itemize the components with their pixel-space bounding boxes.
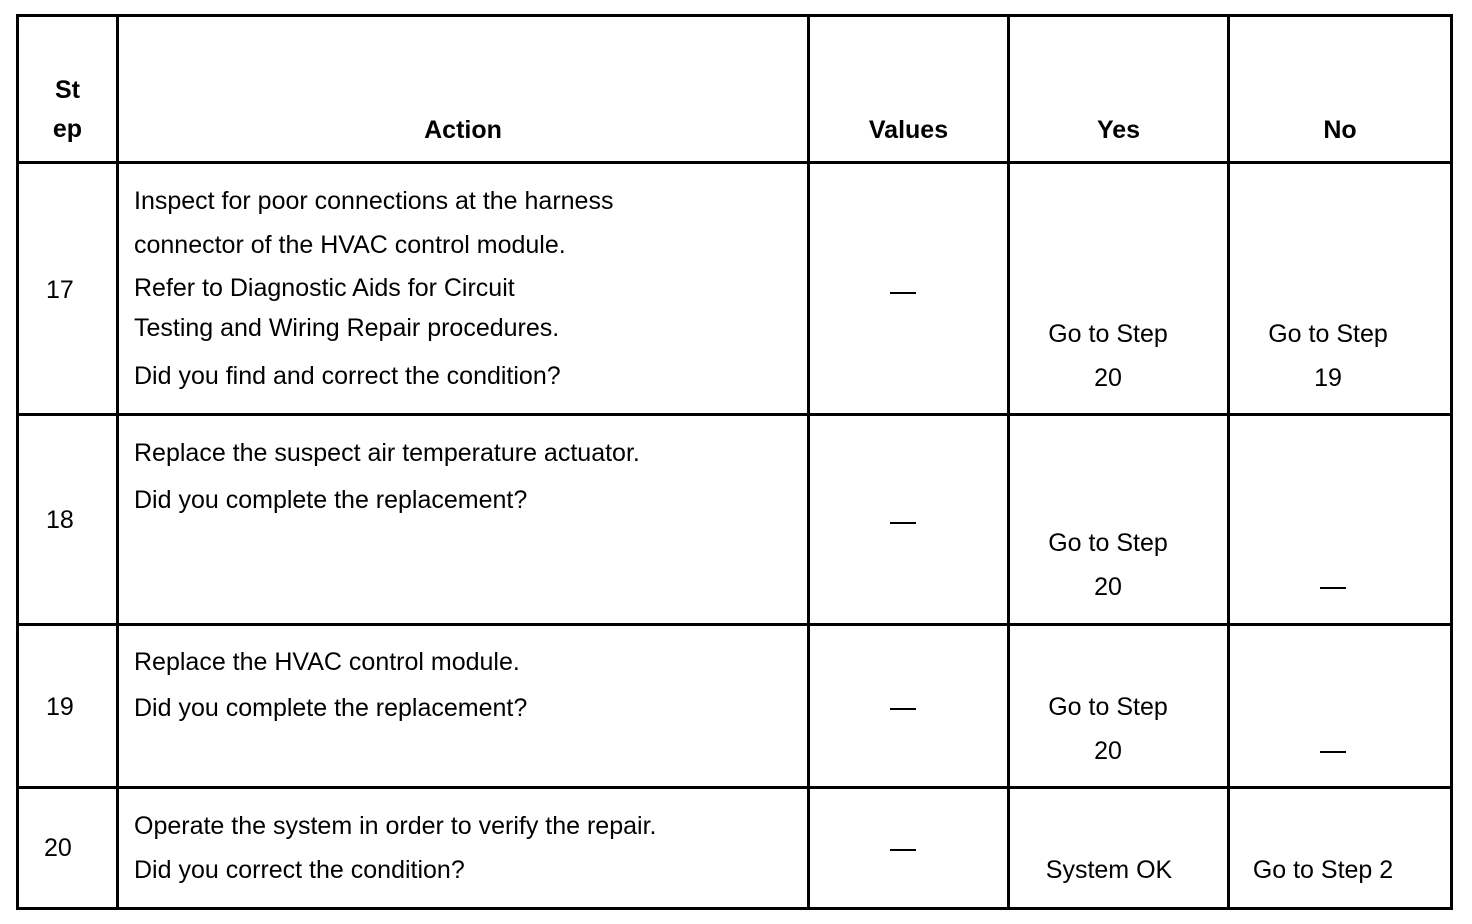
yes-result-step: 20 <box>1094 573 1122 601</box>
values-dash <box>890 708 916 710</box>
no-result-step: 19 <box>1314 364 1342 392</box>
yes-result-step: 20 <box>1094 737 1122 765</box>
action-line: Replace the HVAC control module. <box>134 648 520 676</box>
column-divider <box>1007 14 1010 910</box>
no-dash <box>1320 587 1346 589</box>
action-line: Did you complete the replacement? <box>134 694 528 722</box>
row-divider <box>16 623 1453 626</box>
table-border-top <box>16 14 1453 17</box>
action-line: Refer to Diagnostic Aids for Circuit <box>134 274 515 302</box>
action-line: Operate the system in order to verify the repair. <box>134 812 657 840</box>
header-step-line1: St <box>55 76 80 104</box>
no-result: Go to Step <box>1268 320 1388 348</box>
header-no: No <box>1323 116 1357 144</box>
column-divider <box>807 14 810 910</box>
row-divider <box>16 413 1453 416</box>
values-dash <box>890 849 916 851</box>
values-dash <box>890 292 916 294</box>
no-dash <box>1320 751 1346 753</box>
values-dash <box>890 522 916 524</box>
table-border-left <box>16 14 19 910</box>
column-divider <box>116 14 119 910</box>
step-number: 20 <box>44 834 72 862</box>
table-border-right <box>1450 14 1453 910</box>
action-line: Did you complete the replacement? <box>134 486 528 514</box>
header-step-line2: ep <box>52 115 83 143</box>
column-divider <box>1227 14 1230 910</box>
step-number: 19 <box>46 693 74 721</box>
no-result: Go to Step 2 <box>1252 856 1394 884</box>
yes-result-step: 20 <box>1094 364 1122 392</box>
header-step <box>19 76 116 144</box>
action-line: Did you correct the condition? <box>134 856 465 884</box>
yes-result: Go to Step <box>1048 529 1168 557</box>
header-values: Values <box>868 116 949 144</box>
step-number: 17 <box>46 276 74 304</box>
header-yes: Yes <box>1096 116 1141 144</box>
action-line: Testing and Wiring Repair procedures. <box>134 314 560 342</box>
row-divider <box>16 786 1453 789</box>
yes-result: System OK <box>1045 856 1173 884</box>
action-line: Did you find and correct the condition? <box>134 362 561 390</box>
header-divider <box>16 161 1453 164</box>
action-line: connector of the HVAC control module. <box>134 231 566 259</box>
header-action: Action <box>424 116 502 144</box>
action-line: Inspect for poor connections at the harness <box>134 187 614 215</box>
action-line: Replace the suspect air temperature actuator. <box>134 439 640 467</box>
table-border-bottom <box>16 907 1453 910</box>
yes-result: Go to Step <box>1048 693 1168 721</box>
yes-result: Go to Step <box>1048 320 1168 348</box>
step-number: 18 <box>46 506 74 534</box>
